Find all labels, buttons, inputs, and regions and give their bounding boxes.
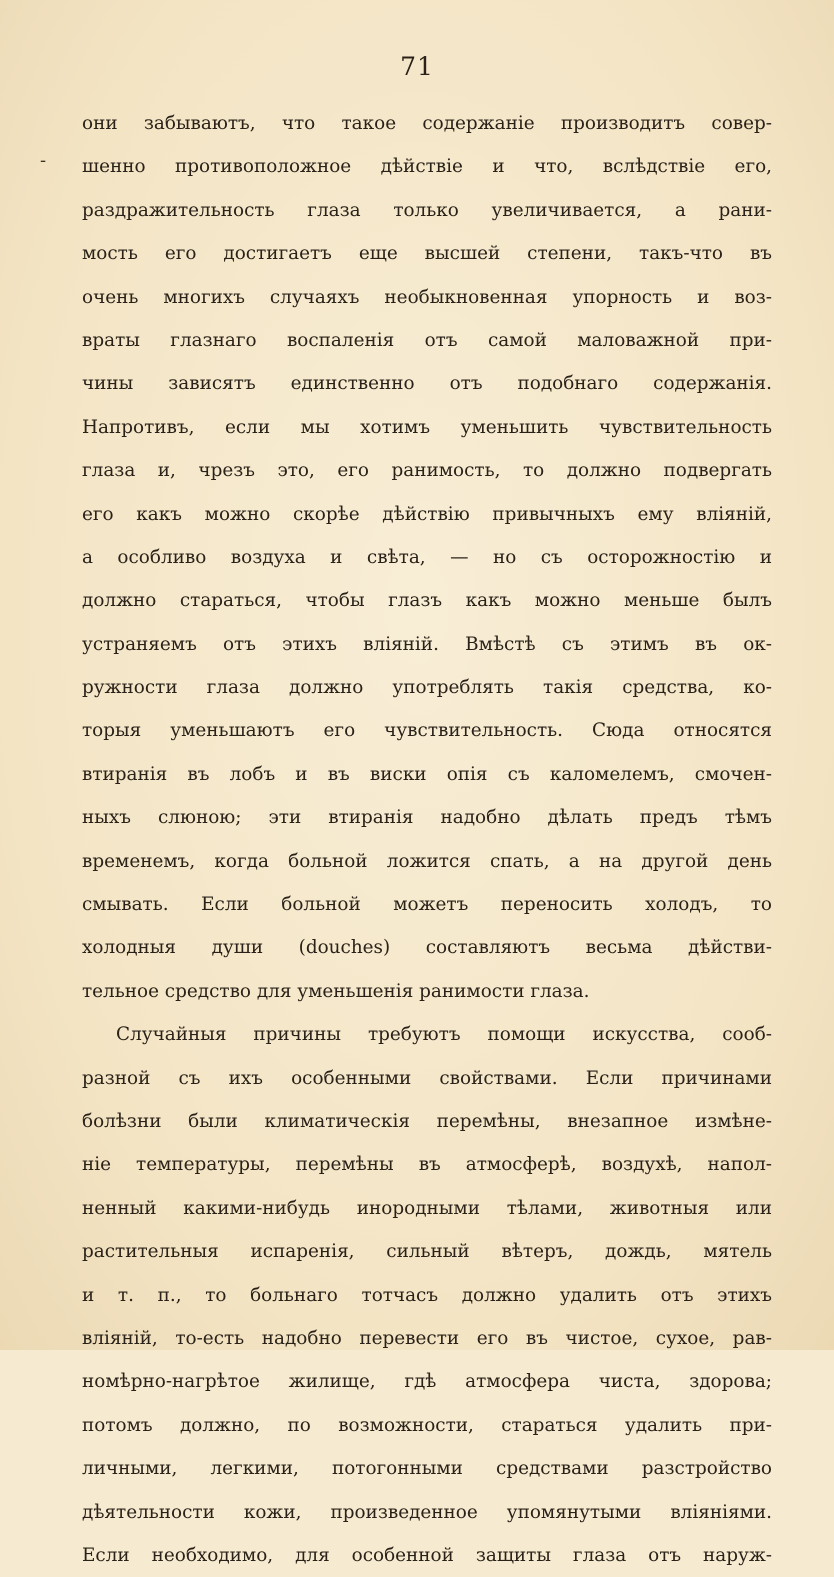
text-line: его какъ можно скорѣе дѣйствію привычныхъ ему вліяній, bbox=[82, 503, 772, 525]
text-line: чины зависятъ единственно отъ подобнаго содержанія. bbox=[82, 373, 772, 395]
text-line: враты глазнаго воспаленія отъ самой маловажной при- bbox=[82, 329, 772, 351]
text-line: ніе температуры, перемѣны въ атмосферѣ, воздухѣ, напол- bbox=[82, 1154, 772, 1176]
text-line: раздражительность глаза только увеличивается, а рани- bbox=[82, 199, 772, 221]
text-line: они забываютъ, что такое содержаніе производитъ совер- bbox=[82, 113, 772, 134]
text-line: смывать. Если больной можетъ переносить холодъ, то bbox=[82, 894, 772, 916]
text-line: номѣрно-нагрѣтое жилище, гдѣ атмосфера чиста, здорова; bbox=[82, 1371, 772, 1393]
text-line: ружности глаза должно употреблять такія средства, ко- bbox=[82, 677, 772, 699]
page-number: 71 bbox=[400, 52, 434, 81]
text-line: должно стараться, чтобы глазъ какъ можно меньше былъ bbox=[82, 590, 772, 612]
text-line: устраняемъ отъ этихъ вліяній. Вмѣстѣ съ этимъ въ ок- bbox=[82, 633, 772, 655]
text-line: потомъ должно, по возможности, стараться удалить при- bbox=[82, 1414, 772, 1436]
text-line: холодныя души (douches) составляютъ весьма дѣйстви- bbox=[82, 937, 772, 959]
text-line: болѣзни были климатическія перемѣны, внезапное измѣне- bbox=[82, 1110, 772, 1132]
text-line: ненный какими-нибудь инородными тѣлами, животныя или bbox=[82, 1197, 772, 1219]
text-line: дѣятельности кожи, произведенное упомянутыми вліяніями. bbox=[82, 1501, 772, 1523]
text-line: мость его достигаетъ еще высшей степени, такъ-что въ bbox=[82, 243, 772, 265]
text-line: временемъ, когда больной ложится спать, а на другой день bbox=[82, 850, 772, 872]
text-line: торыя уменьшаютъ его чувствительность. Сюда относятся bbox=[82, 720, 772, 742]
text-line: а особливо воздуха и свѣта, — но съ осторожностію и bbox=[82, 546, 772, 568]
body-text bbox=[82, 102, 772, 1577]
text-line: шенно противоположное дѣйствіе и что, вслѣдствіе его, bbox=[82, 156, 772, 178]
text-line: втиранія въ лобъ и въ виски опія съ каломелемъ, смочен- bbox=[82, 763, 772, 785]
text-line: вліяній, то-есть надобно перевести его въ чистое, сухое, рав- bbox=[82, 1327, 772, 1349]
text-line: личными, легкими, потогонными средствами разстройство bbox=[82, 1458, 772, 1480]
text-line: Если необходимо, для особенной защиты глаза отъ наруж- bbox=[82, 1544, 772, 1566]
margin-mark: - bbox=[40, 150, 47, 171]
text-line: очень многихъ случаяхъ необыкновенная упорность и воз- bbox=[82, 286, 772, 308]
text-line: разной съ ихъ особенными свойствами. Если причинами bbox=[82, 1067, 772, 1089]
text-line: растительныя испаренія, сильный вѣтеръ, дождь, мятель bbox=[82, 1241, 772, 1263]
text-line: Напротивъ, если мы хотимъ уменьшить чувствительность bbox=[82, 416, 772, 438]
text-line: Случайныя причины требуютъ помощи искусства, сооб- bbox=[116, 1024, 772, 1046]
text-line: ныхъ слюною; эти втиранія надобно дѣлать предъ тѣмъ bbox=[82, 807, 772, 829]
text-line: и т. п., то больнаго тотчасъ должно удалить отъ этихъ bbox=[82, 1284, 772, 1306]
text-line: тельное средство для уменьшенія ранимости глаза. bbox=[82, 980, 590, 1002]
text-line: глаза и, чрезъ это, его ранимость, то должно подвергать bbox=[82, 460, 772, 482]
